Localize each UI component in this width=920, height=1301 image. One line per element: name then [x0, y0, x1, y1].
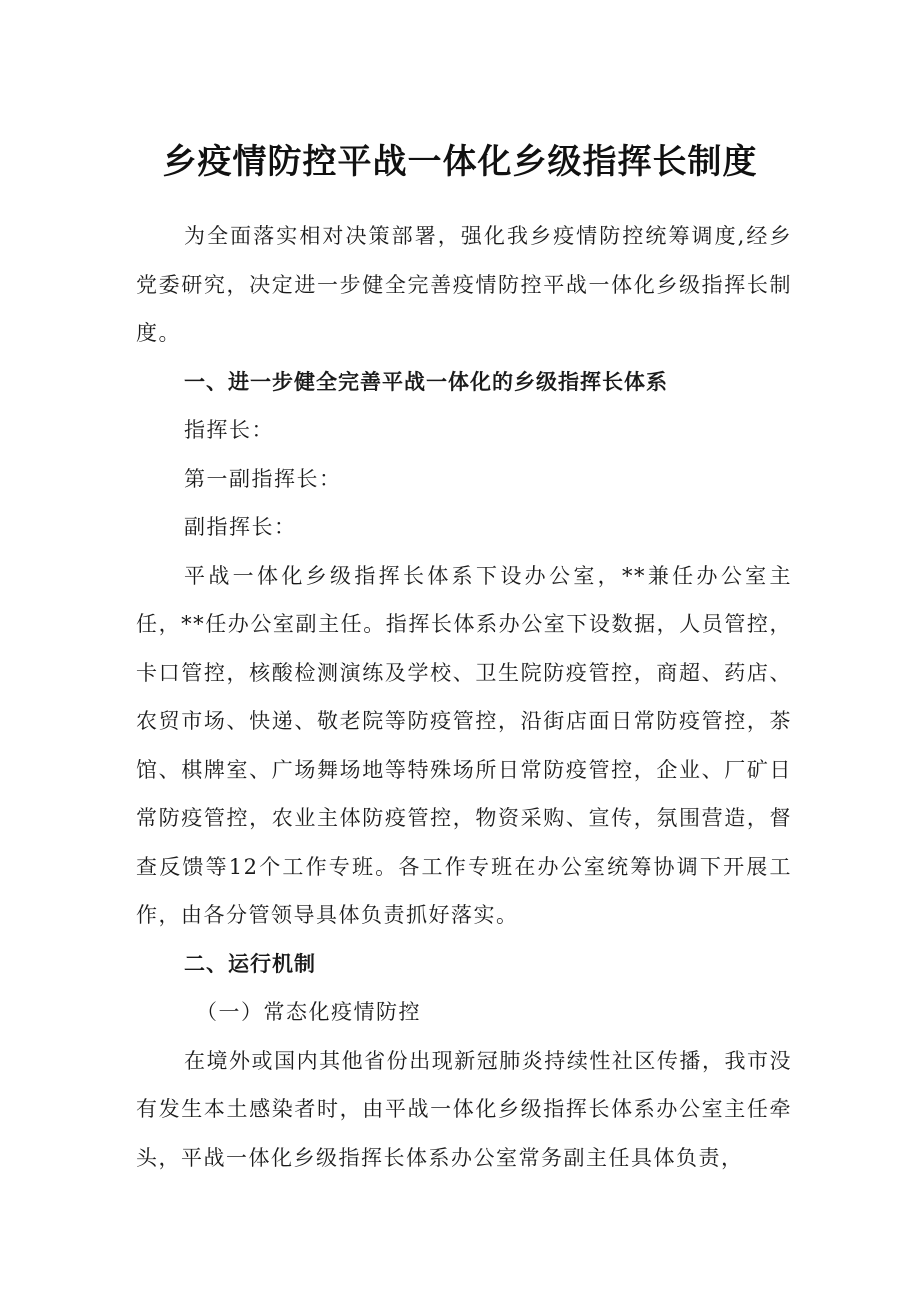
section-2-heading: 二、运行机制 [184, 951, 316, 976]
deputy-commander-label: 副指挥长： [184, 515, 297, 539]
commander-label: 指挥长： [184, 418, 274, 442]
normalized-prevention-paragraph: 在境外或国内其他省份出现新冠肺炎持续性社区传播，我市没有发生本土感染者时，由平战一体化乡级指挥长体系办公室主任牵头，平战一体化乡级指挥长体系办公室常务副主任具体负责， [136, 1048, 792, 1170]
section-2-subheading: （一）常态化疫情防控 [196, 1000, 421, 1024]
office-structure-paragraph: 平战一体化乡级指挥长体系下设办公室，**兼任办公室主任，**任办公室副主任。指挥长体系办公室下设数据，人员管控，卡口管控，核酸检测演练及学校、卫生院防疫管控，商超、药店、农贸市场、快递、敬老院等防疫管控，沿街店面日常防疫管控，茶馆、棋牌室、广场舞场地等特殊场所日常防疫管控，企业、厂矿日常防疫管控，农业主体防疫管控，物资采购、宣传，氛围营造，督查反馈等12个工作专班。各工作专班在办公室统筹协调下开展工作，由各分管领导具体负责抓好落实。 [136, 563, 792, 927]
document-title: 乡疫情防控平战一体化乡级指挥长制度 [162, 142, 758, 182]
document-body [136, 212, 792, 1182]
first-deputy-commander-label: 第一副指挥长： [184, 466, 342, 491]
section-1-heading: 一、进一步健全完善平战一体化的乡级指挥长体系 [184, 369, 668, 394]
intro-paragraph: 为全面落实相对决策部署，强化我乡疫情防控统筹调度,经乡党委研究，决定进一步健全完善疫情防控平战一体化乡级指挥长制度。 [136, 224, 792, 345]
